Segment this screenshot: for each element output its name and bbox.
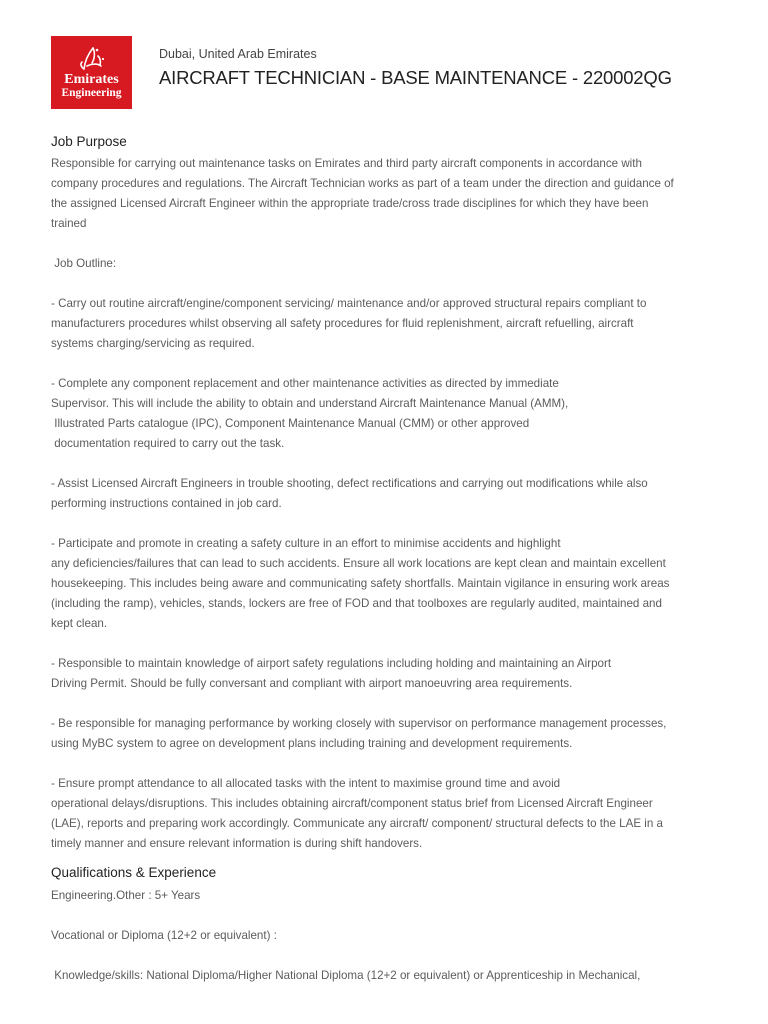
job-purpose-line: documentation required to carry out the task. xyxy=(51,437,285,450)
job-purpose-line: any deficiencies/failures that can lead to such accidents. Ensure all work locations are kept clean and maintain excellent xyxy=(51,557,666,570)
job-purpose-line: - Participate and promote in creating a safety culture in an effort to minimise accidents and highlight xyxy=(51,537,561,550)
logo-graphic xyxy=(51,36,132,109)
job-purpose-line: using MyBC system to agree on development plans including training and development requirements. xyxy=(51,737,573,750)
job-purpose-line: operational delays/disruptions. This includes obtaining aircraft/component status brief from Licensed Aircraft Engineer xyxy=(51,797,653,810)
job-purpose-line: trained xyxy=(51,217,87,230)
job-purpose-line: - Responsible to maintain knowledge of airport safety regulations including holding and maintaining an Airport xyxy=(51,657,612,670)
job-purpose-line: performing instructions contained in job card. xyxy=(51,497,282,510)
job-purpose-heading: Job Purpose xyxy=(51,134,127,149)
job-purpose-line: Driving Permit. Should be fully conversant and compliant with airport manoeuvring area requirements. xyxy=(51,677,573,690)
job-purpose-line: (including the ramp), vehicles, stands, lockers are free of FOD and that toolboxes are regularly audited, maintained and xyxy=(51,597,662,610)
job-purpose-line: - Ensure prompt attendance to all allocated tasks with the intent to maximise ground time and avoid xyxy=(51,777,561,790)
job-purpose-line: Illustrated Parts catalogue (IPC), Component Maintenance Manual (CMM) or other approved xyxy=(51,417,530,430)
job-purpose-line: systems charging/servicing as required. xyxy=(51,337,255,350)
qualifications-heading: Qualifications & Experience xyxy=(51,865,217,880)
job-purpose-line: manufacturers procedures whilst observing all safety procedures for fluid replenishment, aircraft refuelling, aircraft xyxy=(51,317,634,330)
qualifications-line: Engineering.Other : 5+ Years xyxy=(51,889,201,902)
job-location: Dubai, United Arab Emirates xyxy=(159,47,317,61)
job-purpose-line: timely manner and ensure relevant information is during shift handovers. xyxy=(51,837,423,850)
job-purpose-line: kept clean. xyxy=(51,617,108,630)
job-purpose-line: (LAE), reports and preparing work accordingly. Communicate any aircraft/ component/ structural defects to the LAE in a xyxy=(51,817,663,830)
job-title: AIRCRAFT TECHNICIAN - BASE MAINTENANCE - 220002QG xyxy=(159,67,672,88)
logo-text-line2: Engineering xyxy=(61,87,122,99)
job-purpose-line: - Complete any component replacement and other maintenance activities as directed by immediate xyxy=(51,377,559,390)
job-purpose-line: Job Outline: xyxy=(51,257,117,270)
qualifications-line: Vocational or Diploma (12+2 or equivalent) : xyxy=(51,929,277,942)
logo-text-line1: Emirates xyxy=(64,72,119,87)
job-purpose-line: - Be responsible for managing performance by working closely with supervisor on performance management processes, xyxy=(51,717,667,730)
job-purpose-line: company procedures and regulations. The Aircraft Technician works as part of a team under the direction and guidance of xyxy=(51,177,674,190)
job-purpose-line: - Assist Licensed Aircraft Engineers in trouble shooting, defect rectifications and carrying out modifications while also xyxy=(51,477,648,490)
job-purpose-line: Responsible for carrying out maintenance tasks on Emirates and third party aircraft components in accordance with xyxy=(51,157,642,170)
qualifications-line: Knowledge/skills: National Diploma/Higher National Diploma (12+2 or equivalent) or Apprenticeship in Mechanical, xyxy=(51,969,641,982)
job-purpose-line: housekeeping. This includes being aware and communicating safety shortfalls. Maintain vigilance in ensuring work areas xyxy=(51,577,670,590)
emirates-engineering-logo xyxy=(51,36,132,109)
job-purpose-line: Supervisor. This will include the ability to obtain and understand Aircraft Maintenance Manual (AMM), xyxy=(51,397,569,410)
job-purpose-line: - Carry out routine aircraft/engine/component servicing/ maintenance and/or approved structural repairs compliant to xyxy=(51,297,647,310)
job-purpose-line: the assigned Licensed Aircraft Engineer within the appropriate trade/cross trade disciplines for which they have been xyxy=(51,197,649,210)
